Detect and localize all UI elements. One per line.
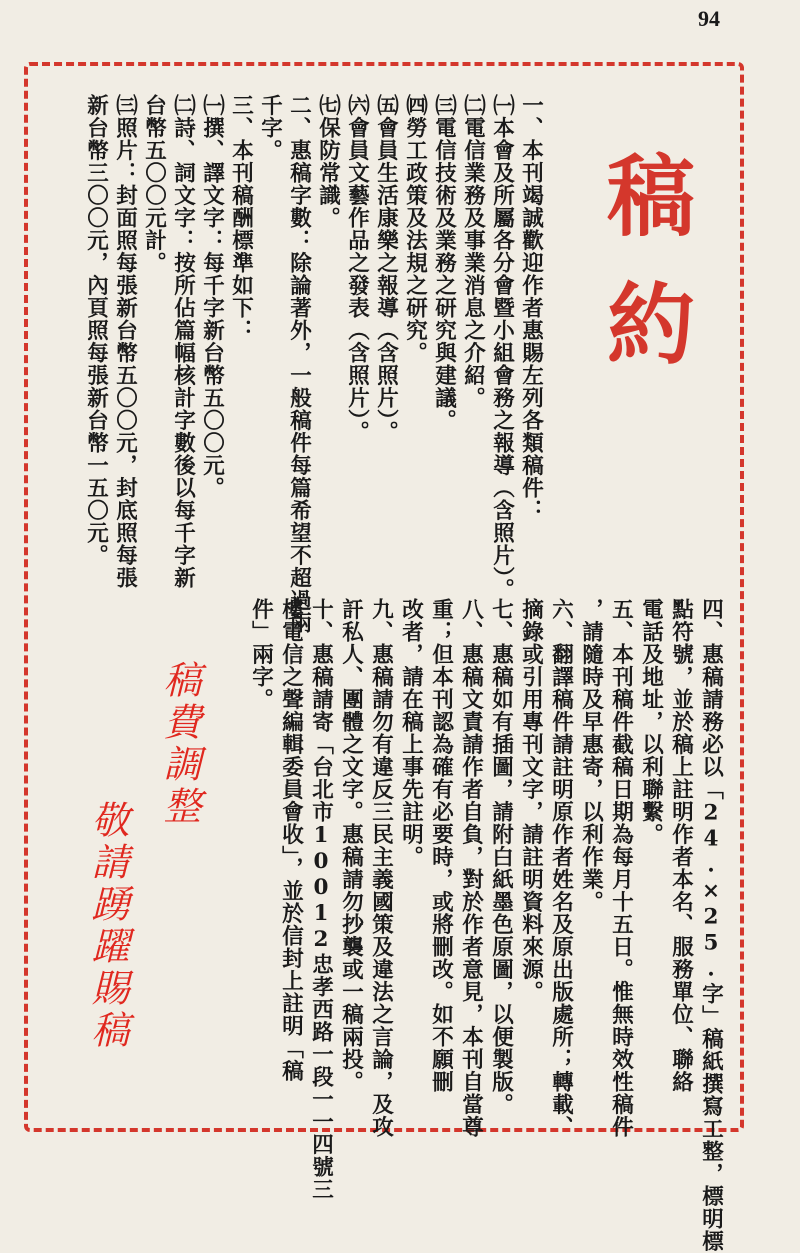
lower-column-10: 重；但本刊認為確有必要時，或將刪改。如不願刪 — [428, 598, 454, 1093]
upper-column-2: ㈠本會及所屬各分會暨小組會務之報導（含照片）。 — [489, 94, 515, 601]
upper-column-14: 台幣五〇〇元計。 — [141, 94, 167, 274]
lower-column-7: 摘錄或引用專刊文字，請註明資料來源。 — [518, 598, 544, 1003]
page-number: 94 — [698, 6, 720, 31]
lower-column-5: ，請隨時及早惠寄，以利作業。 — [578, 598, 604, 913]
lower-column-3: 電話及地址，以利聯繫。 — [638, 598, 664, 846]
lower-column-12: 九、惠稿請勿有違反三民主義國策及違法之言論，及攻 — [368, 598, 394, 1138]
lower-column-16: 件」兩字。 — [248, 598, 274, 711]
lower-column-14: 十、惠稿請寄「台北市10012忠孝西路一段一一四號三 — [308, 598, 334, 1201]
upper-column-13: ㈡詩、詞文字：按所佔篇幅核計字數後以每千字新 — [170, 94, 196, 589]
upper-column-10: 千字。 — [257, 94, 283, 162]
upper-column-8: ㈦保防常識。 — [315, 94, 341, 229]
handwritten-invitation: 敬請踴躍賜稿 — [85, 800, 129, 1052]
lower-column-15: 樓電信之聲編輯委員會收」，並於信封上註明「稿 — [278, 598, 304, 1083]
lower-column-13: 訐私人、團體之文字。惠稿請勿抄襲或一稿兩投。 — [338, 598, 364, 1093]
upper-column-6: ㈤會員生活康樂之報導（含照片）。 — [373, 94, 399, 444]
upper-column-3: ㈡電信業務及事業消息之介紹。 — [460, 94, 486, 409]
upper-column-7: ㈥會員文藝作品之發表（含照片）。 — [344, 94, 370, 444]
upper-column-4: ㈢電信技術及業務之研究與建議。 — [431, 94, 457, 432]
handwritten-fee-adjustment: 稿費調整 — [157, 660, 201, 828]
upper-column-1: 一、本刊竭誠歡迎作者惠賜左列各類稿件： — [518, 94, 544, 522]
upper-column-9: 二、惠稿字數：除論著外，一般稿件每篇希望不超過兩 — [286, 94, 312, 634]
lower-column-1: 四、惠稿請務必以「24.×25.字」稿紙撰寫工整，標明標 — [698, 598, 724, 1253]
upper-column-15: ㈢照片：封面照每張新台幣五〇〇元，封底照每張 — [112, 94, 138, 589]
lower-column-11: 改者，請在稿上事先註明。 — [398, 598, 424, 868]
lower-column-4: 五、本刊稿件截稿日期為每月十五日。惟無時效性稿件 — [608, 598, 634, 1138]
lower-column-8: 七、惠稿如有插圖，請附白紙墨色原圖，以便製版。 — [488, 598, 514, 1116]
upper-column-16: 新台幣三〇〇元，內頁照每張新台幣一五〇元。 — [83, 94, 109, 567]
lower-column-2: 點符號，並於稿上註明作者本名、服務單位、聯絡 — [668, 598, 694, 1093]
lower-column-9: 八、惠稿文責請作者自負，對於作者意見，本刊自當尊 — [458, 598, 484, 1138]
lower-column-6: 六、翻譯稿件請註明原作者姓名及原出版處所；轉載、 — [548, 598, 574, 1138]
upper-column-11: 三、本刊稿酬標準如下： — [228, 94, 254, 342]
upper-column-5: ㈣勞工政策及法規之研究。 — [402, 94, 428, 364]
upper-column-12: ㈠撰、譯文字：每千字新台幣五〇〇元。 — [199, 94, 225, 499]
page-title: 稿約 — [593, 150, 696, 406]
